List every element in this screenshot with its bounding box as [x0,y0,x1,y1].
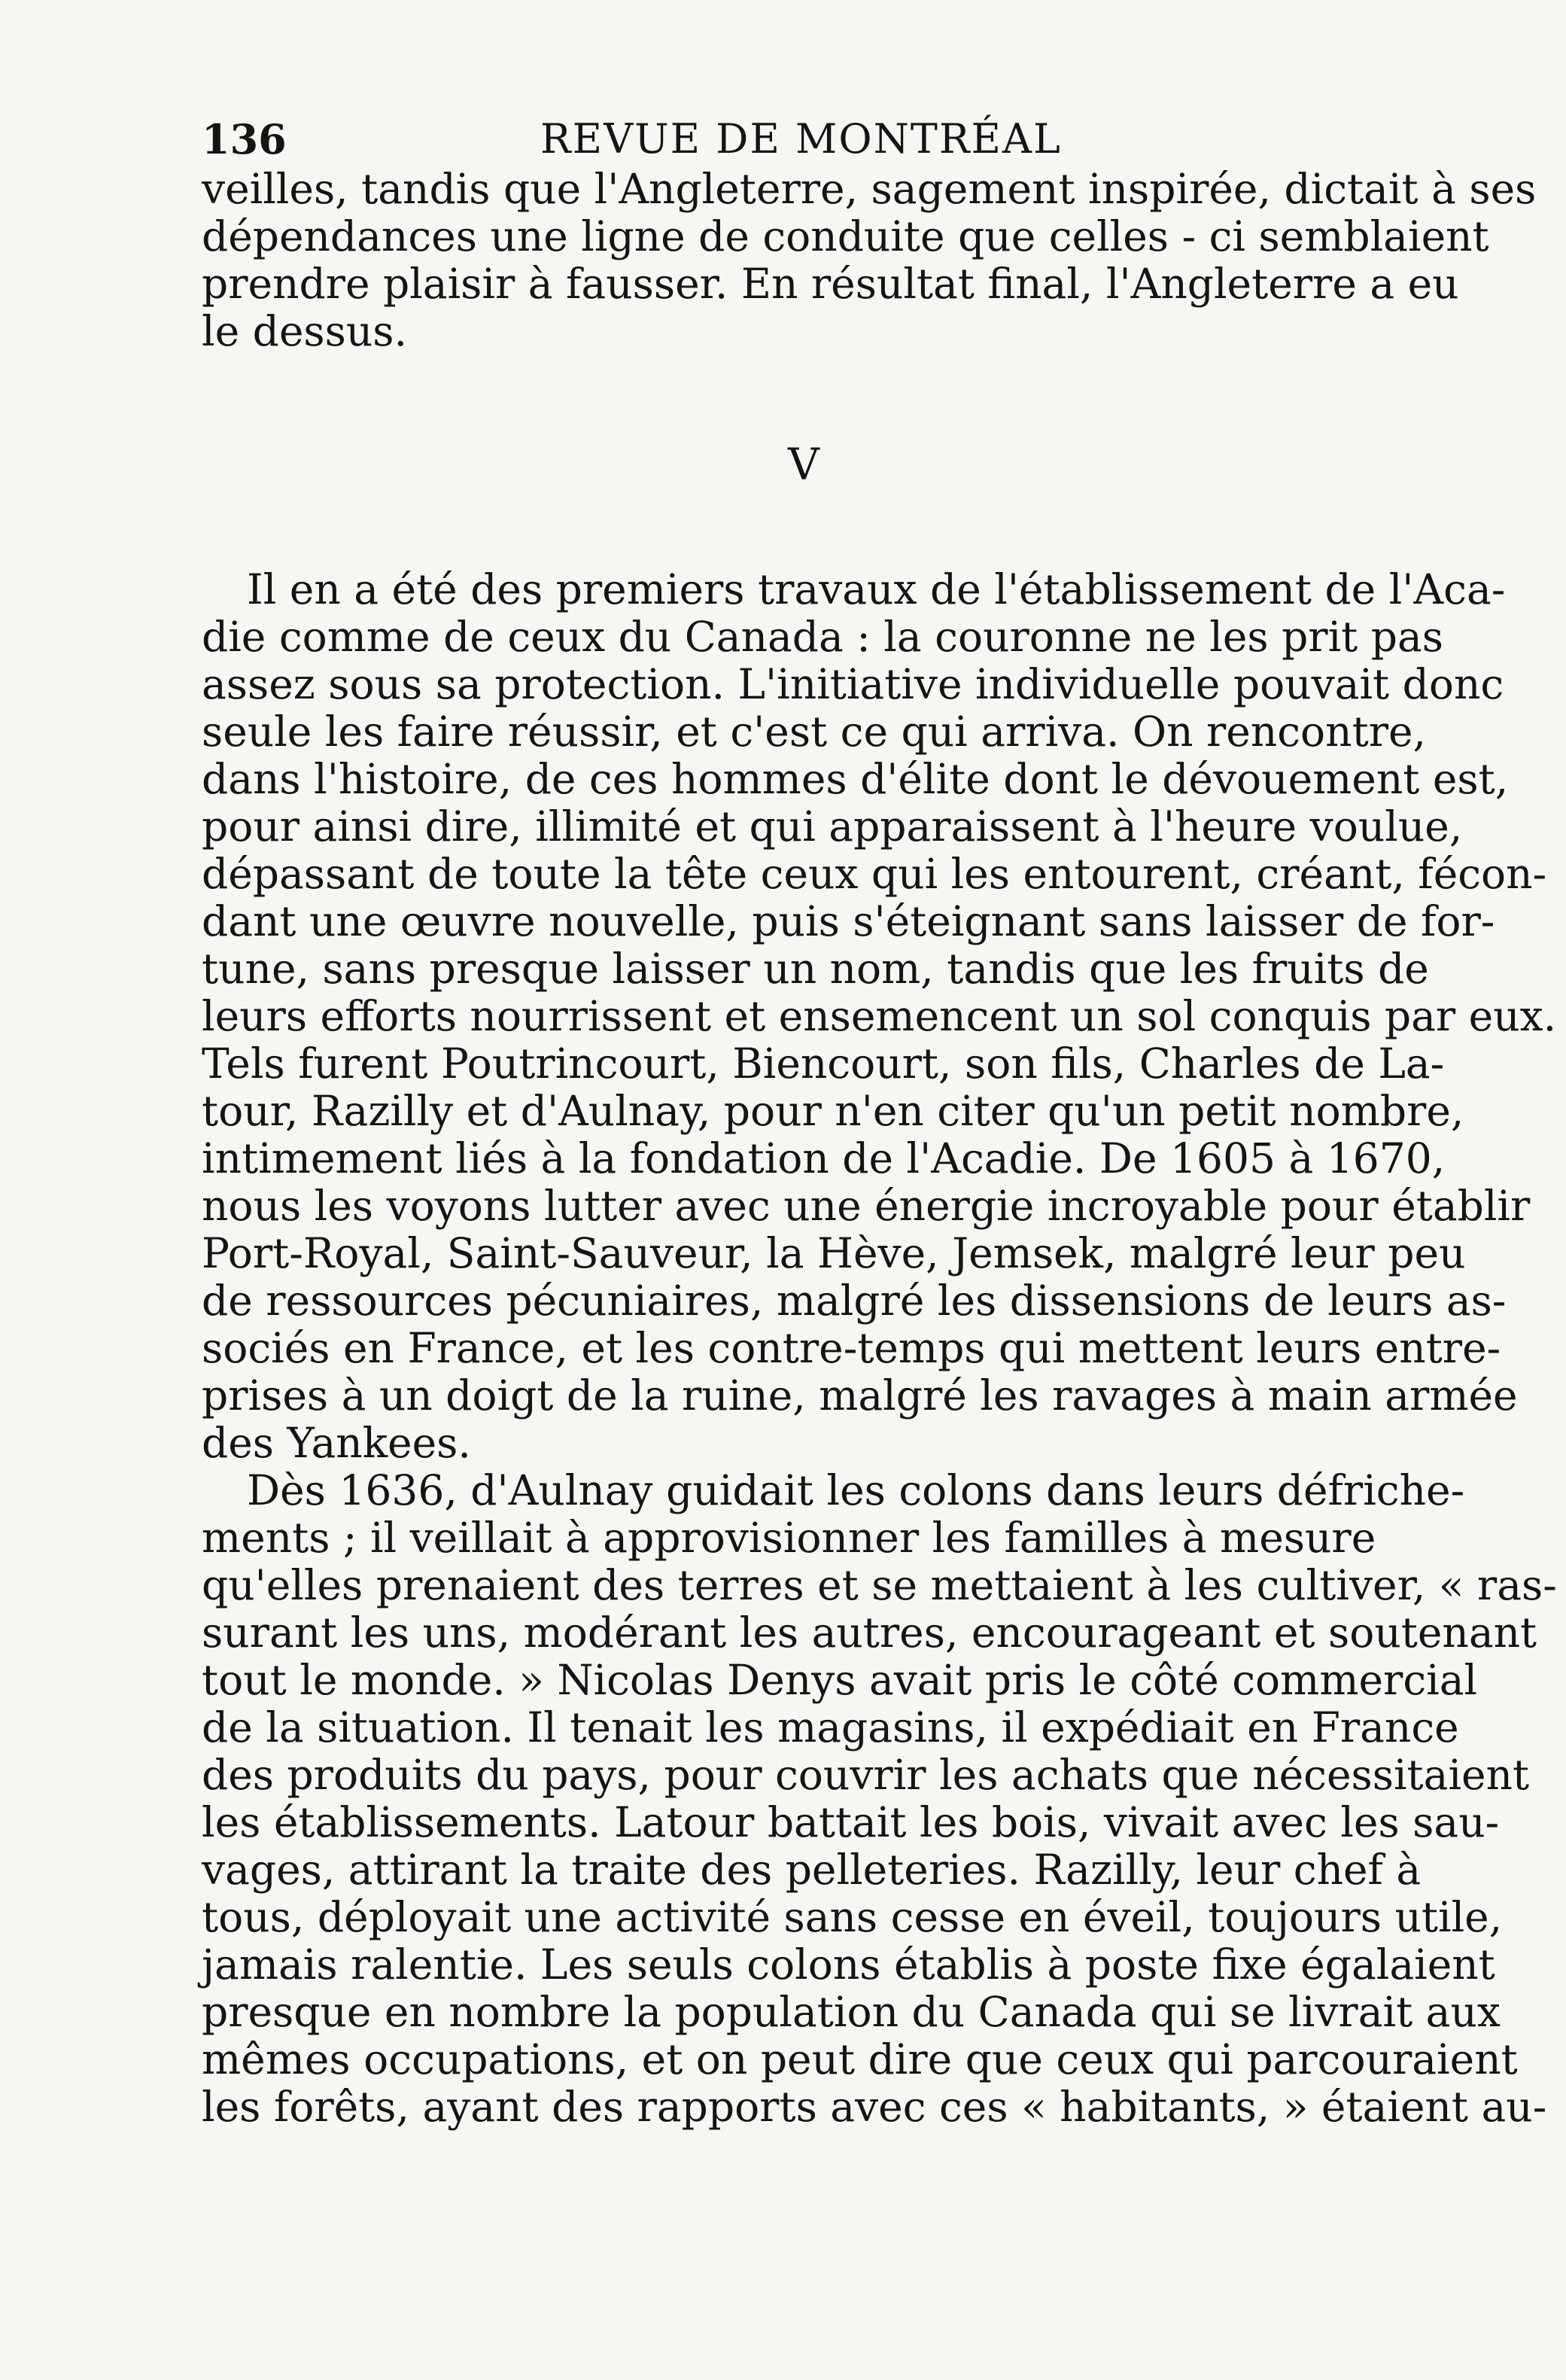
text-line: nous les voyons lutter avec une énergie incroyable pour établir [202,1182,1531,1230]
text-line: prendre plaisir à fausser. En résultat final, l'Angleterre a eu [202,260,1459,308]
text-line: des produits du pays, pour couvrir les achats que nécessitaient [202,1751,1530,1799]
text-line: intimement liés à la fondation de l'Acadie. De 1605 à 1670, [202,1134,1446,1182]
text-line: tune, sans presque laisser un nom, tandis que les fruits de [202,945,1429,993]
page-number: 136 [202,115,287,163]
text-line: tout le monde. » Nicolas Denys avait pris le côté commercial [202,1656,1478,1704]
paragraph-2 [202,1466,1557,2131]
text-line: seule les faire réussir, et c'est ce qui arriva. On rencontre, [202,708,1427,756]
text-line: Dès 1636, d'Aulnay guidait les colons dans leurs défriche- [247,1466,1465,1514]
text-line: vages, attirant la traite des pelleteries. Razilly, leur chef à [202,1846,1422,1894]
text-line: jamais ralentie. Les seuls colons établis à poste fixe égalaient [202,1940,1495,1989]
text-line: assez sous sa protection. L'initiative individuelle pouvait donc [202,660,1504,708]
text-line: veilles, tandis que l'Angleterre, sagement inspirée, dictait à ses [202,165,1537,213]
text-line: de ressources pécuniaires, malgré les dissensions de leurs as- [202,1277,1507,1325]
text-line: dans l'histoire, de ces hommes d'élite dont le dévouement est, [202,755,1509,803]
text-line: Il en a été des premiers travaux de l'établissement de l'Aca- [247,565,1506,613]
text-line: qu'elles prenaient des terres et se mettaient à les cultiver, « ras- [202,1561,1557,1609]
text-line: sociés en France, et les contre-temps qui mettent leurs entre- [202,1324,1501,1372]
text-line: pour ainsi dire, illimité et qui apparaissent à l'heure voulue, [202,802,1463,851]
text-line: de la situation. Il tenait les magasins, il expédiait en France [202,1703,1459,1752]
text-line: tous, déployait une activité sans cesse en éveil, toujours utile, [202,1893,1503,1941]
text-line: surant les uns, modérant les autres, encourageant et soutenant [202,1608,1537,1657]
text-line: les forêts, ayant des rapports avec ces « habitants, » étaient au- [202,2083,1547,2131]
text-line: Tels furent Poutrincourt, Biencourt, son fils, Charles de La- [202,1039,1445,1088]
text-line: presque en nombre la population du Canada qui se livrait aux [202,1988,1501,2036]
text-line: Port-Royal, Saint-Sauveur, la Hève, Jemsek, malgré leur peu [202,1229,1466,1277]
text-line: le dessus. [202,307,407,355]
text-line: dant une œuvre nouvelle, puis s'éteignant sans laisser de for- [202,897,1495,945]
book-page [202,113,1557,2131]
text-line: dépendances une ligne de conduite que celles - ci semblaient [202,212,1489,260]
section-heading: V [788,439,819,490]
text-line: tour, Razilly et d'Aulnay, pour n'en citer qu'un petit nombre, [202,1087,1464,1135]
text-line: mêmes occupations, et on peut dire que ceux qui parcouraient [202,2035,1518,2083]
text-line: die comme de ceux du Canada : la couronne ne les prit pas [202,613,1443,661]
continued-paragraph [202,165,1537,355]
text-line: ments ; il veillait à approvisionner les familles à mesure [202,1514,1376,1562]
text-line: leurs efforts nourrissent et ensemencent un sol conquis par eux. [202,992,1557,1040]
text-line: des Yankees. [202,1419,471,1467]
text-line: prises à un doigt de la ruine, malgré les ravages à main armée [202,1371,1518,1420]
paragraph-1 [202,565,1557,1467]
text-line: dépassant de toute la tête ceux qui les entourent, créant, fécon- [202,850,1547,898]
running-title: REVUE DE MONTRÉAL [540,115,1062,163]
page-header [202,113,1376,166]
text-line: les établissements. Latour battait les bois, vivait avec les sau- [202,1798,1500,1846]
